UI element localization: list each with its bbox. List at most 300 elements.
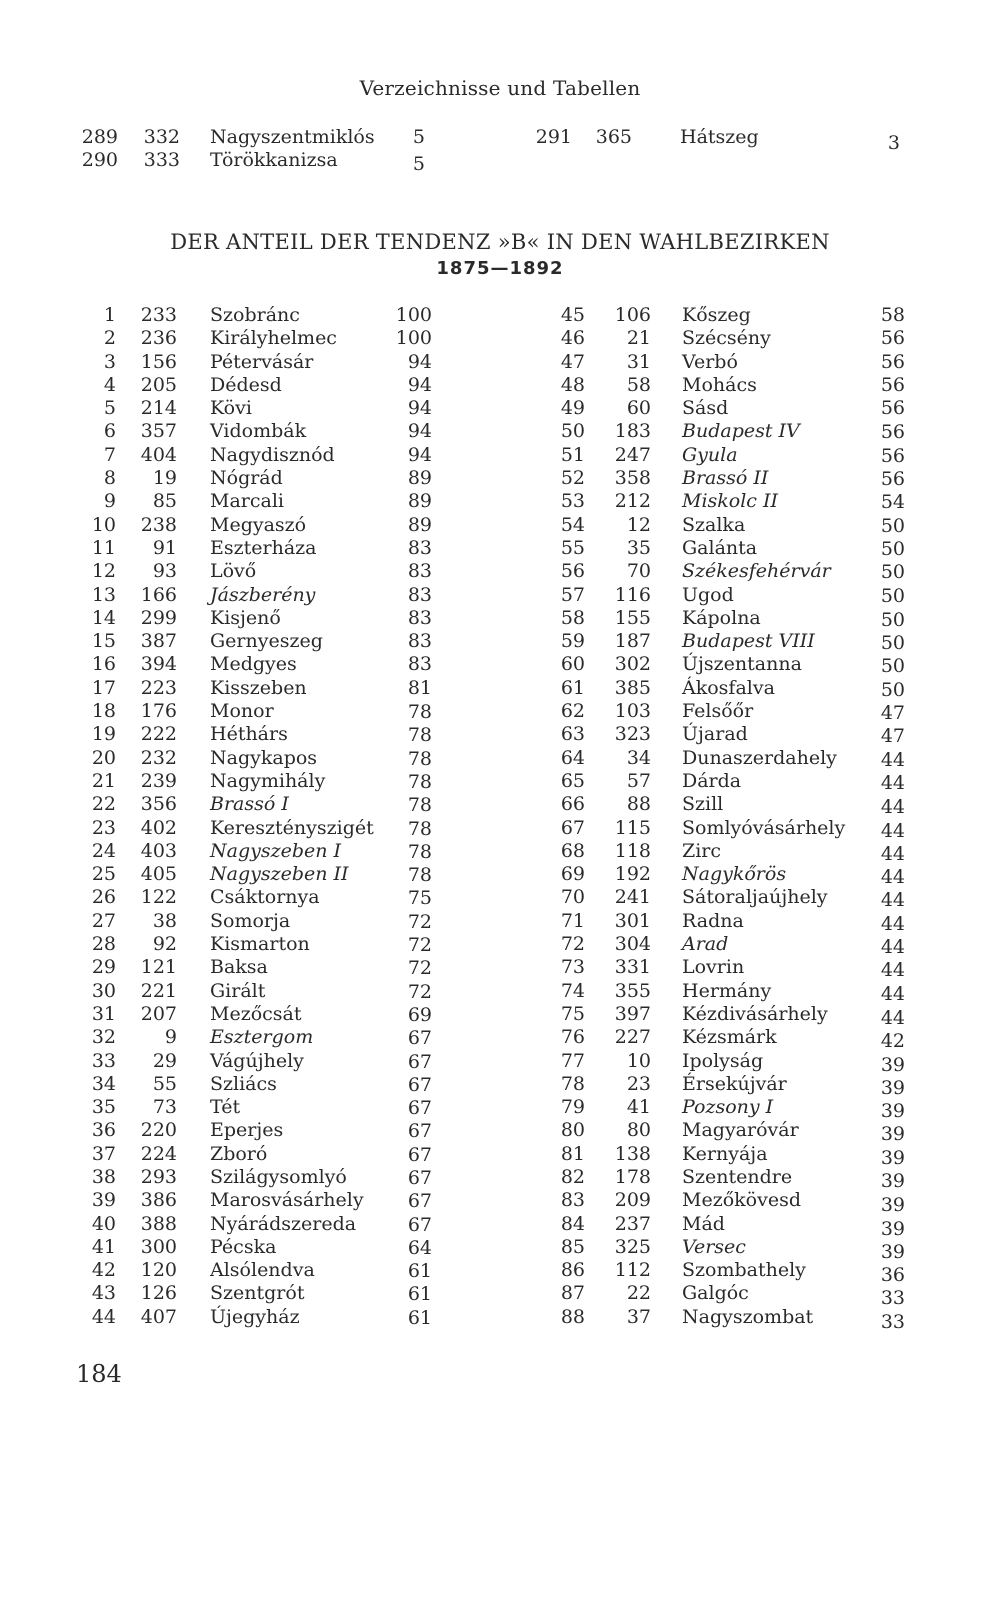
district-name: Szill xyxy=(682,793,724,816)
percentage: 44 xyxy=(880,819,905,842)
table-period: 1875—1892 xyxy=(436,258,564,279)
district-code: 358 xyxy=(614,467,651,490)
percentage: 61 xyxy=(407,1283,432,1306)
district-code: 55 xyxy=(152,1072,177,1095)
district-name: Magyaróvár xyxy=(682,1119,799,1142)
district-name: Zboró xyxy=(210,1142,268,1165)
district-code: 57 xyxy=(626,769,651,792)
district-code: 407 xyxy=(140,1305,177,1328)
table-row xyxy=(500,560,1000,583)
row-index: 70 xyxy=(560,886,585,909)
district-code: 220 xyxy=(140,1119,177,1142)
district-code: 331 xyxy=(614,956,651,979)
table-row xyxy=(0,397,480,420)
district-code: 12 xyxy=(626,513,651,536)
district-code: 304 xyxy=(614,933,651,956)
district-name: Gyula xyxy=(682,443,738,466)
row-index: 28 xyxy=(91,933,116,956)
row-index: 78 xyxy=(560,1072,585,1095)
district-code: 70 xyxy=(626,560,651,583)
row-index: 40 xyxy=(91,1212,116,1235)
row-index: 50 xyxy=(560,420,585,443)
district-name: Brassó II xyxy=(682,467,769,490)
district-code: 9 xyxy=(164,1026,177,1049)
district-name: Mohács xyxy=(682,373,757,396)
district-code: 205 xyxy=(140,373,177,396)
percentage: 3 xyxy=(887,132,900,154)
district-code: 223 xyxy=(140,676,177,699)
table-row xyxy=(500,933,1000,959)
district-code: 325 xyxy=(614,1235,651,1258)
district-code: 122 xyxy=(140,886,177,909)
percentage: 56 xyxy=(880,468,905,491)
row-index: 54 xyxy=(560,513,585,536)
district-code: 192 xyxy=(614,863,651,886)
percentage: 50 xyxy=(880,655,905,678)
district-name: Eperjes xyxy=(210,1119,284,1142)
district-name: Somlyóvásárhely xyxy=(682,816,846,839)
row-index: 48 xyxy=(560,373,585,396)
percentage: 39 xyxy=(880,1100,905,1123)
row-index: 11 xyxy=(91,536,116,559)
table-row xyxy=(0,444,480,467)
percentage: 61 xyxy=(407,1306,432,1329)
district-name: Hátszeg xyxy=(680,126,759,148)
percentage: 50 xyxy=(880,608,905,631)
row-index: 57 xyxy=(560,583,585,606)
percentage: 83 xyxy=(407,606,432,629)
district-code: 241 xyxy=(614,886,651,909)
district-name: Kernyája xyxy=(682,1142,768,1165)
district-code: 239 xyxy=(140,769,177,792)
row-index: 63 xyxy=(560,723,585,746)
percentage: 67 xyxy=(407,1027,432,1050)
row-index: 2 xyxy=(103,327,116,350)
table-row xyxy=(0,584,480,607)
district-name: Nyárádszereda xyxy=(210,1212,357,1235)
row-index: 23 xyxy=(91,816,116,839)
table-row xyxy=(500,444,1000,467)
district-name: Érsekújvár xyxy=(682,1072,787,1095)
district-name: Megyaszó xyxy=(210,513,307,536)
row-index: 69 xyxy=(560,863,585,886)
district-code: 403 xyxy=(140,839,177,862)
percentage: 47 xyxy=(880,725,905,748)
row-index: 39 xyxy=(91,1189,116,1212)
table-row xyxy=(500,1305,1000,1333)
percentage: 94 xyxy=(407,443,432,466)
district-code: 120 xyxy=(140,1259,177,1282)
row-index: 66 xyxy=(560,793,585,816)
table-row xyxy=(500,1049,1000,1076)
row-index: 51 xyxy=(560,443,585,466)
percentage: 78 xyxy=(407,770,432,793)
district-name: Kápolna xyxy=(682,606,761,629)
district-name: Ákosfalva xyxy=(682,676,775,699)
row-index: 88 xyxy=(560,1305,585,1328)
row-index: 68 xyxy=(560,839,585,862)
district-code: 387 xyxy=(140,630,177,653)
table-row xyxy=(500,1212,1000,1240)
row-index: 9 xyxy=(103,490,116,513)
table-title: DER ANTEIL DER TENDENZ »B« IN DEN WAHLBEZIRKEN xyxy=(170,230,830,254)
table-row xyxy=(0,956,480,979)
table-row xyxy=(0,1096,480,1119)
district-code: 233 xyxy=(140,304,177,326)
row-index: 62 xyxy=(560,700,585,723)
district-code: 156 xyxy=(140,350,177,373)
district-code: 155 xyxy=(614,606,651,629)
district-code: 92 xyxy=(152,933,177,956)
percentage: 50 xyxy=(880,537,905,560)
percentage: 69 xyxy=(407,1003,432,1026)
district-code: 126 xyxy=(140,1282,177,1305)
district-code: 237 xyxy=(614,1212,651,1235)
percentage: 67 xyxy=(407,1166,432,1189)
percentage: 78 xyxy=(407,701,432,724)
percentage: 67 xyxy=(407,1213,432,1236)
percentage: 5 xyxy=(412,126,425,148)
percentage: 39 xyxy=(880,1053,905,1076)
percentage: 78 xyxy=(407,794,432,817)
table-row xyxy=(0,351,480,374)
table-row xyxy=(0,980,480,1003)
district-name: Girált xyxy=(210,979,266,1002)
district-name: Ipolyság xyxy=(682,1049,764,1072)
running-head: Verzeichnisse und Tabellen xyxy=(359,76,641,100)
table-row xyxy=(500,840,1000,863)
district-name: Nagykőrös xyxy=(682,863,787,886)
district-name: Szécsény xyxy=(682,327,771,350)
table-row xyxy=(0,1026,480,1049)
district-code: 116 xyxy=(614,583,651,606)
row-index: 81 xyxy=(560,1142,585,1165)
percentage: 56 xyxy=(880,373,905,396)
district-name: Nagyszeben II xyxy=(210,863,349,886)
table-row xyxy=(0,1003,480,1026)
table-row xyxy=(500,351,1000,374)
district-code: 221 xyxy=(140,979,177,1002)
district-name: Újszentanna xyxy=(682,653,802,676)
district-name: Kövi xyxy=(210,397,252,420)
percentage: 78 xyxy=(407,840,432,863)
district-name: Budapest VIII xyxy=(682,630,815,653)
table-row xyxy=(0,1236,480,1259)
table-row xyxy=(0,1166,480,1189)
district-code: 356 xyxy=(140,793,177,816)
row-index: 35 xyxy=(91,1096,116,1119)
percentage: 94 xyxy=(407,373,432,396)
district-code: 212 xyxy=(614,490,651,513)
district-code: 19 xyxy=(152,467,177,490)
row-index: 76 xyxy=(560,1026,585,1049)
district-name: Nagyszentmiklós xyxy=(210,126,375,148)
district-code: 332 xyxy=(143,126,180,148)
district-code: 38 xyxy=(152,909,177,932)
percentage: 44 xyxy=(880,936,905,959)
row-index: 36 xyxy=(91,1119,116,1142)
table-heading xyxy=(0,230,1000,279)
table-row xyxy=(0,1073,480,1096)
percentage: 67 xyxy=(407,1097,432,1120)
row-index: 61 xyxy=(560,676,585,699)
table-row xyxy=(500,1002,1000,1029)
district-code: 300 xyxy=(140,1235,177,1258)
percentage: 78 xyxy=(407,817,432,840)
percentage: 39 xyxy=(880,1217,905,1240)
row-index: 87 xyxy=(560,1282,585,1305)
row-index: 10 xyxy=(91,513,116,536)
district-name: Marcali xyxy=(210,490,284,513)
percentage: 72 xyxy=(407,910,432,933)
district-code: 323 xyxy=(614,723,651,746)
percentage: 78 xyxy=(407,864,432,887)
percentage: 50 xyxy=(880,514,905,537)
row-index: 33 xyxy=(91,1049,116,1072)
table-row xyxy=(500,1072,1000,1099)
table-row xyxy=(0,677,480,700)
table-row xyxy=(0,863,480,886)
district-code: 207 xyxy=(140,1002,177,1025)
percentage: 83 xyxy=(407,630,432,653)
row-index: 85 xyxy=(560,1235,585,1258)
row-index: 65 xyxy=(560,769,585,792)
percentage: 39 xyxy=(880,1123,905,1146)
district-name: Nógrád xyxy=(210,467,283,490)
table-row xyxy=(0,1306,480,1329)
table-row xyxy=(0,1282,480,1305)
district-code: 397 xyxy=(614,1002,651,1025)
district-code: 60 xyxy=(626,397,651,420)
district-code: 238 xyxy=(140,513,177,536)
district-name: Eszterháza xyxy=(210,536,317,559)
percentage: 50 xyxy=(880,632,905,655)
percentage: 44 xyxy=(880,796,905,819)
district-code: 355 xyxy=(614,979,651,1002)
percentage: 67 xyxy=(407,1143,432,1166)
district-name: Brassó I xyxy=(210,793,289,816)
percentage: 44 xyxy=(880,771,905,794)
table-row xyxy=(0,1119,480,1142)
table-row xyxy=(500,327,1000,350)
row-index: 291 xyxy=(535,126,572,148)
row-index: 37 xyxy=(91,1142,116,1165)
table-row xyxy=(500,1235,1000,1263)
district-code: 227 xyxy=(614,1026,651,1049)
district-code: 103 xyxy=(614,700,651,723)
row-index: 19 xyxy=(91,723,116,746)
table-row xyxy=(0,793,480,816)
row-index: 46 xyxy=(560,327,585,350)
row-index: 71 xyxy=(560,909,585,932)
table-row xyxy=(0,630,480,653)
percentage: 50 xyxy=(880,678,905,701)
table-row xyxy=(0,1189,480,1212)
table-row xyxy=(0,886,480,909)
district-name: Alsólendva xyxy=(210,1259,315,1282)
district-name: Mezőcsát xyxy=(210,1002,302,1025)
district-name: Lovrin xyxy=(682,956,745,979)
district-name: Csáktornya xyxy=(210,886,320,909)
district-code: 93 xyxy=(152,560,177,583)
district-name: Medgyes xyxy=(210,653,297,676)
district-code: 299 xyxy=(140,606,177,629)
district-name: Nagymihály xyxy=(210,769,326,792)
row-index: 84 xyxy=(560,1212,585,1235)
district-name: Nagykapos xyxy=(210,746,318,769)
table-row xyxy=(500,723,1000,746)
percentage: 89 xyxy=(407,467,432,490)
district-name: Szilágysomlyó xyxy=(210,1165,347,1188)
district-name: Szliács xyxy=(210,1072,277,1095)
table-row xyxy=(500,1165,1000,1192)
district-name: Arad xyxy=(682,933,729,956)
table-row xyxy=(0,490,480,513)
percentage: 67 xyxy=(407,1050,432,1073)
table-row xyxy=(500,700,1000,723)
table-row xyxy=(500,910,1000,933)
district-name: Dárda xyxy=(682,769,742,792)
district-code: 29 xyxy=(152,1049,177,1072)
percentage: 44 xyxy=(880,959,905,982)
district-code: 222 xyxy=(140,723,177,746)
percentage: 33 xyxy=(880,1310,905,1333)
row-index: 73 xyxy=(560,956,585,979)
percentage: 33 xyxy=(880,1287,905,1310)
district-code: 31 xyxy=(626,350,651,373)
district-code: 293 xyxy=(140,1165,177,1188)
district-name: Újarad xyxy=(682,723,748,746)
district-name: Pétervásár xyxy=(210,350,314,373)
district-code: 23 xyxy=(626,1072,651,1095)
row-index: 44 xyxy=(91,1305,116,1328)
row-index: 7 xyxy=(103,443,116,466)
table-row xyxy=(500,1096,1000,1123)
percentage: 39 xyxy=(880,1076,905,1099)
row-index: 16 xyxy=(91,653,116,676)
district-name: Nagydisznód xyxy=(210,443,335,466)
percentage: 47 xyxy=(880,702,905,725)
district-name: Verbó xyxy=(682,350,738,373)
row-index: 22 xyxy=(91,793,116,816)
percentage: 50 xyxy=(880,561,905,584)
percentage: 39 xyxy=(880,1240,905,1263)
percentage: 89 xyxy=(407,490,432,513)
percentage: 81 xyxy=(407,676,432,699)
district-name: Dédesd xyxy=(210,373,282,396)
row-index: 32 xyxy=(91,1026,116,1049)
percentage: 67 xyxy=(407,1120,432,1143)
row-index: 64 xyxy=(560,746,585,769)
table-row xyxy=(0,770,480,793)
district-code: 357 xyxy=(140,420,177,443)
district-code: 112 xyxy=(614,1259,651,1282)
percentage: 94 xyxy=(407,420,432,443)
district-code: 121 xyxy=(140,956,177,979)
district-name: Mezőkövesd xyxy=(682,1189,801,1212)
row-index: 12 xyxy=(91,560,116,583)
district-code: 73 xyxy=(152,1096,177,1119)
row-index: 47 xyxy=(560,350,585,373)
percentage: 78 xyxy=(407,724,432,747)
percentage: 39 xyxy=(880,1146,905,1169)
district-code: 187 xyxy=(614,630,651,653)
row-index: 18 xyxy=(91,700,116,723)
district-code: 166 xyxy=(140,583,177,606)
percentage: 83 xyxy=(407,560,432,583)
row-index: 31 xyxy=(91,1002,116,1025)
percentage: 58 xyxy=(880,304,905,326)
district-name: Pécska xyxy=(210,1235,277,1258)
table-row xyxy=(500,607,1000,630)
district-code: 21 xyxy=(626,327,651,350)
percentage: 44 xyxy=(880,1006,905,1029)
table-row xyxy=(0,420,480,443)
district-name: Tét xyxy=(210,1096,241,1119)
row-index: 24 xyxy=(91,839,116,862)
row-index: 6 xyxy=(103,420,116,443)
district-name: Keresztényszigét xyxy=(210,816,374,839)
district-code: 22 xyxy=(626,1282,651,1305)
district-code: 404 xyxy=(140,443,177,466)
district-name: Szalka xyxy=(682,513,746,536)
table-row xyxy=(0,1143,480,1166)
district-name: Gernyeszeg xyxy=(210,630,323,653)
percentage: 83 xyxy=(407,653,432,676)
table-row xyxy=(500,630,1000,653)
district-name: Galgóc xyxy=(682,1282,749,1305)
district-code: 37 xyxy=(626,1305,651,1328)
table-row xyxy=(500,863,1000,889)
table-row xyxy=(500,1026,1000,1053)
row-index: 13 xyxy=(91,583,116,606)
district-name: Miskolc II xyxy=(682,490,779,513)
row-index: 56 xyxy=(560,560,585,583)
district-name: Kisszeben xyxy=(210,676,307,699)
district-code: 178 xyxy=(614,1165,651,1188)
district-code: 41 xyxy=(626,1096,651,1119)
district-name: Kézsmárk xyxy=(682,1026,777,1049)
percentage: 39 xyxy=(880,1169,905,1192)
district-code: 183 xyxy=(614,420,651,443)
percentage: 100 xyxy=(395,304,432,326)
row-index: 34 xyxy=(91,1072,116,1095)
district-name: Székesfehérvár xyxy=(682,560,831,583)
percentage: 50 xyxy=(880,584,905,607)
table-row xyxy=(0,653,480,676)
district-code: 236 xyxy=(140,327,177,350)
district-code: 214 xyxy=(140,397,177,420)
table-row xyxy=(0,817,480,840)
percentage: 44 xyxy=(880,889,905,912)
table-row xyxy=(0,840,480,863)
percentage: 89 xyxy=(407,513,432,536)
district-code: 106 xyxy=(614,304,651,326)
table-row xyxy=(0,1050,480,1073)
percentage: 44 xyxy=(880,866,905,889)
left-column xyxy=(0,304,480,1329)
row-index: 27 xyxy=(91,909,116,932)
percentage: 39 xyxy=(880,1194,905,1217)
district-code: 386 xyxy=(140,1189,177,1212)
district-code: 247 xyxy=(614,443,651,466)
district-name: Vidombák xyxy=(210,420,307,443)
district-name: Dunaszerdahely xyxy=(682,746,837,769)
percentage: 42 xyxy=(880,1030,905,1053)
district-name: Kézdivásárhely xyxy=(682,1002,828,1025)
district-code: 85 xyxy=(152,490,177,513)
district-name: Vágújhely xyxy=(210,1049,304,1072)
